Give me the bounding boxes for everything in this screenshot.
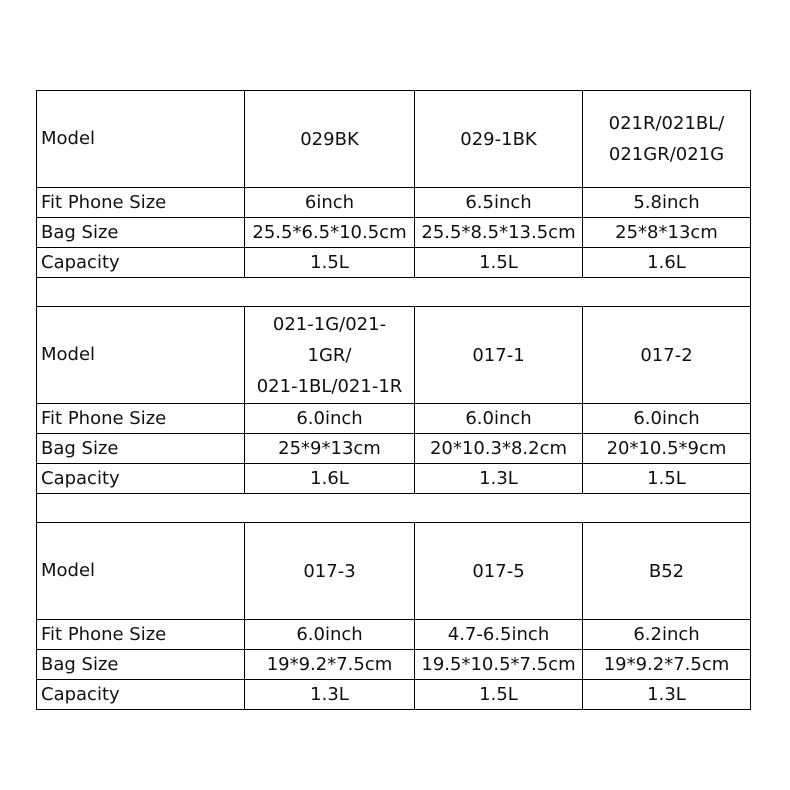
capacity-value: 1.5L <box>415 248 583 278</box>
model-cell <box>583 91 751 188</box>
model-value: 029-1BK <box>460 128 537 150</box>
model-value: 021R/021BL/ <box>608 113 725 134</box>
capacity-label: Capacity <box>37 248 245 278</box>
capacity-row <box>37 464 751 494</box>
fit-phone-size-value: 4.7-6.5inch <box>415 620 583 650</box>
model-value: 021GR/021G <box>608 144 725 165</box>
model-cell <box>245 523 415 620</box>
model-value: 029BK <box>300 128 359 150</box>
model-cell <box>583 523 751 620</box>
capacity-value: 1.6L <box>245 464 415 494</box>
separator-cell <box>37 278 751 307</box>
model-value: 017-3 <box>303 560 356 582</box>
model-label: Model <box>37 523 245 620</box>
bag-size-value: 19*9.2*7.5cm <box>583 650 751 680</box>
fit-phone-size-value: 6.2inch <box>583 620 751 650</box>
bag-size-value: 25*9*13cm <box>245 434 415 464</box>
bag-size-row <box>37 434 751 464</box>
fit-phone-size-value: 6.5inch <box>415 188 583 218</box>
model-cell <box>245 307 415 404</box>
capacity-value: 1.6L <box>583 248 751 278</box>
bag-size-label: Bag Size <box>37 218 245 248</box>
fit-phone-size-value: 6.0inch <box>415 404 583 434</box>
separator-cell <box>37 494 751 523</box>
model-row <box>37 523 751 620</box>
fit-phone-size-value: 6.0inch <box>245 404 415 434</box>
fit-phone-size-label: Fit Phone Size <box>37 188 245 218</box>
capacity-value: 1.5L <box>583 464 751 494</box>
fit-phone-size-label: Fit Phone Size <box>37 404 245 434</box>
model-value: 1GR/ <box>307 344 352 366</box>
model-label: Model <box>37 91 245 188</box>
fit-phone-size-label: Fit Phone Size <box>37 620 245 650</box>
separator-row <box>37 494 751 523</box>
fit-phone-size-value: 5.8inch <box>583 188 751 218</box>
model-value: B52 <box>648 560 685 582</box>
capacity-value: 1.3L <box>245 680 415 710</box>
model-value: 017-2 <box>640 344 693 366</box>
bag-size-value: 20*10.3*8.2cm <box>415 434 583 464</box>
model-cell <box>415 523 583 620</box>
spec-table-body <box>37 91 751 710</box>
bag-size-label: Bag Size <box>37 650 245 680</box>
fit-phone-size-row <box>37 620 751 650</box>
fit-phone-size-row <box>37 404 751 434</box>
model-value: 021-1BL/021-1R <box>256 375 403 397</box>
fit-phone-size-value: 6inch <box>245 188 415 218</box>
model-value: 017-1 <box>472 344 525 366</box>
bag-size-value: 20*10.5*9cm <box>583 434 751 464</box>
spec-table <box>36 90 751 710</box>
model-cell <box>245 91 415 188</box>
capacity-value: 1.3L <box>583 680 751 710</box>
bag-size-value: 19*9.2*7.5cm <box>245 650 415 680</box>
bag-size-value: 25.5*6.5*10.5cm <box>245 218 415 248</box>
capacity-label: Capacity <box>37 464 245 494</box>
capacity-row <box>37 248 751 278</box>
bag-size-value: 19.5*10.5*7.5cm <box>415 650 583 680</box>
model-cell <box>415 307 583 404</box>
model-value: 017-5 <box>472 560 525 582</box>
separator-row <box>37 278 751 307</box>
model-cell <box>583 307 751 404</box>
fit-phone-size-row <box>37 188 751 218</box>
bag-size-row <box>37 650 751 680</box>
capacity-value: 1.5L <box>245 248 415 278</box>
capacity-row <box>37 680 751 710</box>
model-label: Model <box>37 307 245 404</box>
capacity-value: 1.3L <box>415 464 583 494</box>
model-cell <box>415 91 583 188</box>
bag-size-value: 25*8*13cm <box>583 218 751 248</box>
model-row <box>37 307 751 404</box>
bag-size-value: 25.5*8.5*13.5cm <box>415 218 583 248</box>
capacity-value: 1.5L <box>415 680 583 710</box>
fit-phone-size-value: 6.0inch <box>245 620 415 650</box>
capacity-label: Capacity <box>37 680 245 710</box>
bag-size-label: Bag Size <box>37 434 245 464</box>
model-value: 021-1G/021- <box>272 313 387 335</box>
bag-size-row <box>37 218 751 248</box>
model-row <box>37 91 751 188</box>
fit-phone-size-value: 6.0inch <box>583 404 751 434</box>
